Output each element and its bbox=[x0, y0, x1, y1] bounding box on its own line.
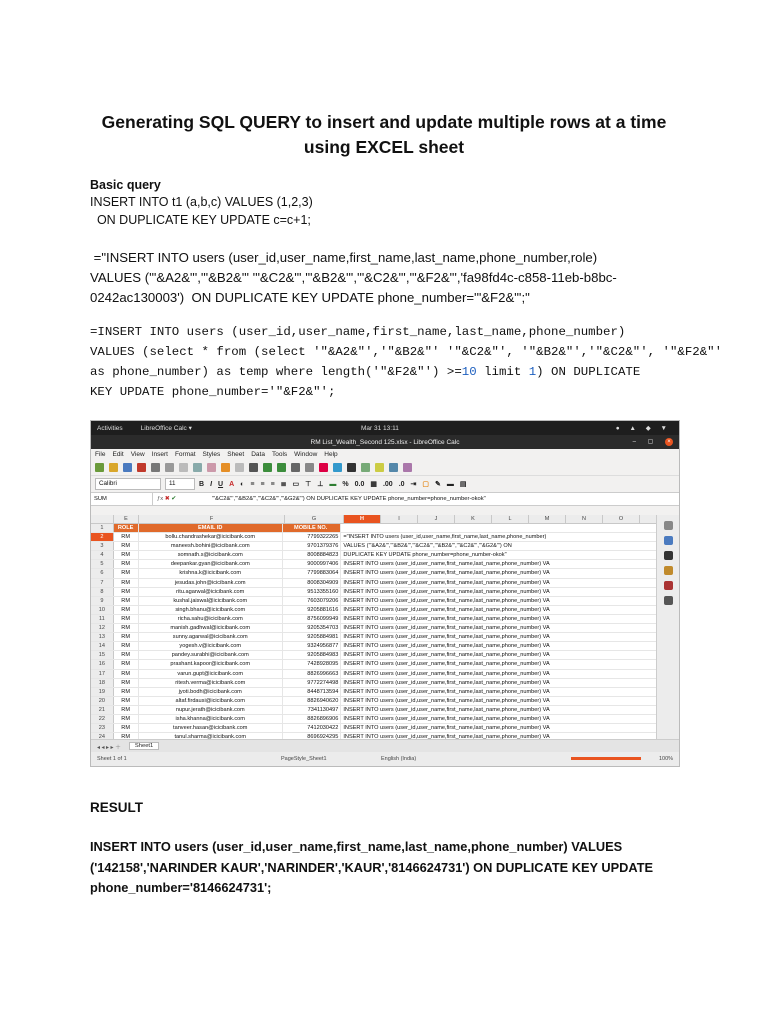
cell-email[interactable]: sunny.agarwal@icicibank.com bbox=[139, 633, 283, 641]
result-line-2: ('142158','NARINDER KAUR','NARINDER','KAUR','8146624731') ON DUPLICATE KEY UPDATE bbox=[90, 859, 654, 875]
font-icon[interactable] bbox=[664, 551, 673, 560]
header-h-cell[interactable] bbox=[341, 524, 657, 532]
cell-formula[interactable]: INSERT INTO users (user_id,user_name,first_name,last_name,phone_number) VA bbox=[343, 734, 550, 739]
border-style-icon[interactable]: ✎ bbox=[435, 481, 441, 488]
cell-role[interactable]: RM bbox=[114, 542, 139, 550]
formula1-line-1: ="INSERT INTO users (user_id,user_name,first_name,last_name,phone_number,role) bbox=[90, 250, 598, 265]
font-size-box[interactable]: 11 bbox=[165, 478, 195, 490]
menu-format: Format bbox=[174, 451, 196, 458]
table-header-row bbox=[91, 524, 657, 533]
export-pdf-icon bbox=[137, 463, 146, 472]
cell-mobile[interactable]: 8448713594 bbox=[283, 688, 341, 696]
styles-icon[interactable] bbox=[664, 536, 673, 545]
cell-mobile[interactable]: 7799883064 bbox=[283, 569, 341, 577]
result-query bbox=[90, 837, 690, 899]
cell-email[interactable]: somnath.s@icicibank.com bbox=[139, 551, 283, 559]
sidebar-deck bbox=[656, 515, 679, 739]
cell-formula[interactable]: INSERT INTO users (user_id,user_name,first_name,last_name,phone_number) VA bbox=[343, 634, 550, 641]
column-header[interactable]: M bbox=[529, 515, 566, 523]
status-sheet: Sheet 1 of 1 bbox=[97, 756, 127, 762]
cell-email[interactable]: yogesh.v@icicibank.com bbox=[139, 642, 283, 650]
window-title: RM List_Wealth_Second 125.xlsx - LibreOffice Calc bbox=[310, 438, 460, 446]
cell-role[interactable]: RM bbox=[114, 579, 139, 587]
cell-role[interactable]: RM bbox=[114, 533, 139, 541]
cell-email[interactable]: jesudas.john@icicibank.com bbox=[139, 579, 283, 587]
cell-mobile[interactable]: 8756099949 bbox=[283, 615, 341, 623]
table-row bbox=[91, 597, 657, 606]
row-number[interactable]: 1 bbox=[91, 524, 114, 532]
header-role[interactable]: ROLE bbox=[114, 524, 139, 532]
menu-window: Window bbox=[294, 451, 318, 458]
column-icon bbox=[277, 463, 286, 472]
table-row bbox=[91, 660, 657, 669]
formula-icons bbox=[153, 496, 212, 502]
conditional-icon[interactable]: ▤ bbox=[459, 481, 467, 488]
special-character-icon bbox=[347, 463, 356, 472]
name-box[interactable]: SUM bbox=[91, 493, 153, 505]
cell-role[interactable]: RM bbox=[114, 588, 139, 596]
page-title bbox=[60, 110, 708, 160]
menu-view: View bbox=[130, 451, 145, 458]
cell-formula[interactable]: INSERT INTO users (user_id,user_name,first_name,last_name,phone_number) VA bbox=[343, 688, 550, 695]
copy-icon bbox=[193, 463, 202, 472]
formula1-line-3: 0242ac130003') ON DUPLICATE KEY UPDATE phone_number='"&F2&"';" bbox=[90, 290, 530, 305]
undo-icon bbox=[221, 463, 230, 472]
menu-insert: Insert bbox=[151, 451, 168, 458]
cell-mobile[interactable]: 7412030422 bbox=[283, 724, 341, 732]
excel-formula-1 bbox=[90, 248, 690, 308]
cell-email[interactable]: kushal.jaiswal@icicibank.com bbox=[139, 597, 283, 605]
preview-icon bbox=[165, 463, 174, 472]
cell-email[interactable]: nupur.jerath@icicibank.com bbox=[139, 706, 283, 714]
freeze-icon bbox=[403, 463, 412, 472]
row-number[interactable]: 17 bbox=[91, 670, 114, 678]
cell-mobile[interactable]: 9772274498 bbox=[283, 679, 341, 687]
valign-top-icon[interactable]: ⊤ bbox=[305, 481, 312, 488]
cell-email[interactable]: bollu.chandrashekar@icicibank.com bbox=[139, 533, 283, 541]
cell-formula[interactable]: INSERT INTO users (user_id,user_name,first_name,last_name,phone_number) VA bbox=[343, 615, 550, 622]
cell-formula[interactable]: INSERT INTO users (user_id,user_name,first_name,last_name,phone_number) VA bbox=[343, 706, 550, 713]
row-number[interactable]: 2 bbox=[91, 533, 114, 541]
cell-formula[interactable]: VALUES ('"&A2&"','"&B2&"','"&C2&"','"&B2&"','"&C2&"','"&G2&"') ON bbox=[343, 543, 512, 550]
formula2-num-10: 10 bbox=[461, 365, 477, 379]
title-line-2: using EXCEL sheet bbox=[303, 137, 465, 157]
cell-mobile[interactable]: 8008304909 bbox=[283, 579, 341, 587]
row-number[interactable]: 16 bbox=[91, 660, 114, 668]
row-number[interactable]: 11 bbox=[91, 615, 114, 623]
column-header[interactable]: F bbox=[139, 515, 285, 523]
cell-role[interactable]: RM bbox=[114, 733, 139, 739]
highlight-icon[interactable]: ◐ bbox=[240, 480, 245, 488]
add-decimal-icon[interactable]: .00 bbox=[382, 480, 393, 488]
cancel-icon[interactable]: ✖ bbox=[164, 496, 170, 502]
cell-formula[interactable]: DUPLICATE KEY UPDATE phone_number=phone_number-okok" bbox=[343, 552, 507, 559]
row-number[interactable]: 3 bbox=[91, 542, 114, 550]
column-header[interactable]: G bbox=[285, 515, 344, 523]
close-icon: × bbox=[665, 438, 673, 446]
cell-formula[interactable]: INSERT INTO users (user_id,user_name,first_name,last_name,phone_number) VA bbox=[343, 643, 550, 650]
table-row bbox=[91, 588, 657, 597]
header-mobile[interactable]: MOBILE NO. bbox=[283, 524, 341, 532]
system-top-bar bbox=[91, 421, 679, 435]
align-center-icon[interactable]: ≡ bbox=[260, 480, 265, 488]
cell-role[interactable]: RM bbox=[114, 633, 139, 641]
cell-mobile[interactable]: 7428928095 bbox=[283, 660, 341, 668]
cell-email[interactable]: tanul.sharma@icicibank.com bbox=[139, 733, 283, 739]
cell-role[interactable]: RM bbox=[114, 597, 139, 605]
cell-mobile[interactable]: 8008884823 bbox=[283, 551, 341, 559]
cell-email[interactable]: jyoti.bodh@icicibank.com bbox=[139, 688, 283, 696]
cell-mobile[interactable]: 9205881616 bbox=[283, 606, 341, 614]
status-language: English (India) bbox=[381, 756, 417, 762]
table-row bbox=[91, 706, 657, 715]
row-number[interactable]: 22 bbox=[91, 715, 114, 723]
cell-mobile[interactable]: 8826996663 bbox=[283, 670, 341, 678]
properties-icon[interactable] bbox=[664, 521, 673, 530]
basic-query-line-2: ON DUPLICATE KEY UPDATE c=c+1; bbox=[90, 213, 311, 227]
row-number[interactable]: 8 bbox=[91, 588, 114, 596]
delete-decimal-icon[interactable]: .0 bbox=[398, 480, 405, 488]
activities-label: Activities bbox=[97, 424, 123, 432]
formula1-line-2: VALUES ('"&A2&"','"&B2&"' '"&C2&"','"&B2&"','"&C2&"','"&F2&"','fa98fd4c-c858-11eb-b8bc- bbox=[90, 270, 617, 285]
row-number[interactable]: 5 bbox=[91, 560, 114, 568]
cell-email[interactable]: ritu.agarwal@icicibank.com bbox=[139, 588, 283, 596]
align-left-icon[interactable]: ≡ bbox=[250, 480, 255, 488]
table-row bbox=[91, 633, 657, 642]
column-header[interactable]: O bbox=[603, 515, 640, 523]
accept-icon[interactable]: ✔ bbox=[171, 496, 177, 502]
cell-role[interactable]: RM bbox=[114, 651, 139, 659]
status-page-style: PageStyle_Sheet1 bbox=[281, 756, 327, 762]
bold-icon[interactable]: B bbox=[199, 480, 205, 488]
system-tray-icons: ● ▲ ◆ ▼ bbox=[615, 425, 671, 432]
merge-icon[interactable]: ▭ bbox=[292, 481, 300, 488]
column-headers bbox=[91, 515, 657, 524]
cell-role[interactable]: RM bbox=[114, 679, 139, 687]
table-row bbox=[91, 579, 657, 588]
menu-tools: Tools bbox=[271, 451, 288, 458]
italic-icon[interactable]: I bbox=[210, 480, 213, 488]
filter-icon bbox=[305, 463, 314, 472]
data-rows bbox=[91, 533, 657, 739]
border-color-icon[interactable]: ▬ bbox=[446, 480, 454, 488]
underline-icon[interactable]: U bbox=[218, 480, 224, 488]
formula-input[interactable]: '"&C2&"','"&B2&"','"&C2&"','"&G2&"') ON DUPLICATE KEY UPDATE phone_number=phone_number-okok" bbox=[212, 496, 486, 502]
table-row bbox=[91, 724, 657, 733]
column-header-active[interactable]: H bbox=[344, 515, 381, 523]
find-icon bbox=[249, 463, 258, 472]
cell-role[interactable]: RM bbox=[114, 724, 139, 732]
print-icon bbox=[151, 463, 160, 472]
font-name-box[interactable]: Calibri bbox=[95, 478, 161, 490]
borders-icon[interactable]: ▢ bbox=[422, 481, 430, 488]
table-row bbox=[91, 642, 657, 651]
standard-toolbar bbox=[91, 460, 679, 476]
cell-email[interactable]: tanveer.hasan@icicibank.com bbox=[139, 724, 283, 732]
cell-formula[interactable]: INSERT INTO users (user_id,user_name,first_name,last_name,phone_number) VA bbox=[343, 670, 550, 677]
cell-formula[interactable]: INSERT INTO users (user_id,user_name,first_name,last_name,phone_number) VA bbox=[343, 652, 550, 659]
cell-email[interactable]: varun.gupt@icicibank.com bbox=[139, 670, 283, 678]
row-number[interactable]: 10 bbox=[91, 606, 114, 614]
row-number[interactable]: 20 bbox=[91, 697, 114, 705]
cell-role[interactable]: RM bbox=[114, 615, 139, 623]
gallery-icon[interactable] bbox=[664, 566, 673, 575]
column-header[interactable]: E bbox=[114, 515, 139, 523]
menu-bar bbox=[91, 449, 679, 460]
menu-sheet: Sheet bbox=[227, 451, 245, 458]
table-row bbox=[91, 670, 657, 679]
font-color-icon[interactable]: A bbox=[229, 480, 235, 488]
cell-mobile[interactable]: 8826896906 bbox=[283, 715, 341, 723]
cell-formula[interactable]: INSERT INTO users (user_id,user_name,first_name,last_name,phone_number) VA bbox=[343, 697, 550, 704]
cell-role[interactable]: RM bbox=[114, 624, 139, 632]
zoom-slider[interactable] bbox=[571, 757, 641, 760]
table-row bbox=[91, 542, 657, 551]
cell-role[interactable]: RM bbox=[114, 670, 139, 678]
spreadsheet-grid[interactable] bbox=[91, 515, 657, 739]
row-number[interactable]: 15 bbox=[91, 651, 114, 659]
save-icon bbox=[123, 463, 132, 472]
cell-formula[interactable]: INSERT INTO users (user_id,user_name,first_name,last_name,phone_number) VA bbox=[343, 725, 550, 732]
excel-formula-2 bbox=[90, 322, 723, 402]
header-email[interactable]: EMAIL ID bbox=[139, 524, 283, 532]
cell-mobile[interactable]: 9701379376 bbox=[283, 542, 341, 550]
align-right-icon[interactable]: ≡ bbox=[270, 480, 275, 488]
cell-role[interactable]: RM bbox=[114, 660, 139, 668]
cell-role[interactable]: RM bbox=[114, 706, 139, 714]
result-line-1: INSERT INTO users (user_id,user_name,first_name,last_name,phone_number) VALUES bbox=[90, 839, 623, 854]
column-header[interactable]: I bbox=[381, 515, 418, 523]
cell-mobile[interactable]: 9513355160 bbox=[283, 588, 341, 596]
cell-formula[interactable]: INSERT INTO users (user_id,user_name,first_name,last_name,phone_number) VA bbox=[343, 579, 550, 586]
navigator-icon[interactable] bbox=[664, 581, 673, 590]
cell-role[interactable]: RM bbox=[114, 688, 139, 696]
formula2-line-3b: limit bbox=[476, 365, 529, 379]
cell-email[interactable]: prashant.kapoor@icicibank.com bbox=[139, 660, 283, 668]
cell-formula[interactable]: INSERT INTO users (user_id,user_name,first_name,last_name,phone_number) VA bbox=[343, 588, 550, 595]
menu-styles: Styles bbox=[202, 451, 221, 458]
row-number[interactable]: 24 bbox=[91, 733, 114, 739]
new-icon bbox=[95, 463, 104, 472]
hyperlink-icon bbox=[361, 463, 370, 472]
table-row bbox=[91, 651, 657, 660]
row-number[interactable]: 13 bbox=[91, 633, 114, 641]
table-row bbox=[91, 560, 657, 569]
cell-mobile[interactable]: 9205884983 bbox=[283, 651, 341, 659]
percent-icon[interactable]: % bbox=[342, 480, 349, 488]
open-icon bbox=[109, 463, 118, 472]
table-row bbox=[91, 679, 657, 688]
table-row bbox=[91, 569, 657, 578]
cell-mobile[interactable]: 9324956877 bbox=[283, 642, 341, 650]
cell-formula[interactable]: INSERT INTO users (user_id,user_name,first_name,last_name,phone_number) VA bbox=[343, 715, 550, 722]
title-line-1: Generating SQL QUERY to insert and update multiple rows at a time bbox=[101, 112, 667, 132]
number-format-icon[interactable]: 0.0 bbox=[354, 480, 365, 488]
cell-email[interactable]: krishna.k@icicibank.com bbox=[139, 569, 283, 577]
tab-nav-arrows[interactable]: ◂ ◂ ▸ ▸ ＋ bbox=[97, 744, 121, 751]
formula2-line-3 bbox=[90, 362, 690, 382]
row-number[interactable]: 23 bbox=[91, 724, 114, 732]
table-row bbox=[91, 688, 657, 697]
status-zoom: 100% bbox=[659, 756, 674, 762]
cell-formula[interactable]: INSERT INTO users (user_id,user_name,first_name,last_name,phone_number) VA bbox=[343, 625, 550, 632]
cell-email[interactable]: isha.khanna@icicibank.com bbox=[139, 715, 283, 723]
window-title-bar bbox=[91, 435, 679, 449]
cell-email[interactable]: pandey.surabhi@icicibank.com bbox=[139, 651, 283, 659]
cell-mobile[interactable]: 9205354703 bbox=[283, 624, 341, 632]
indent-icon[interactable]: ⇥ bbox=[410, 481, 417, 488]
cell-email[interactable]: singh.bhanu@icicibank.com bbox=[139, 606, 283, 614]
app-menu-label: LibreOffice Calc ▾ bbox=[140, 425, 192, 432]
cell-formula[interactable]: INSERT INTO users (user_id,user_name,first_name,last_name,phone_number) VA bbox=[343, 661, 550, 668]
window-controls: – ▢ × bbox=[633, 438, 673, 446]
column-header[interactable]: J bbox=[418, 515, 455, 523]
row-number[interactable]: 9 bbox=[91, 597, 114, 605]
cell-formula[interactable]: INSERT INTO users (user_id,user_name,first_name,last_name,phone_number) VA bbox=[343, 561, 550, 568]
row-number[interactable]: 12 bbox=[91, 624, 114, 632]
cell-role[interactable]: RM bbox=[114, 551, 139, 559]
cell-formula[interactable]: ="INSERT INTO users (user_id,user_name,first_name,last_name,phone_number) bbox=[343, 534, 547, 541]
formula2-line-3c: ) ON DUPLICATE bbox=[536, 365, 641, 379]
table-row bbox=[91, 624, 657, 633]
cell-email[interactable]: deepankar.gyan@icicibank.com bbox=[139, 560, 283, 568]
cell-mobile[interactable]: 7341130497 bbox=[283, 706, 341, 714]
chart-icon bbox=[319, 463, 328, 472]
cell-role[interactable]: RM bbox=[114, 715, 139, 723]
row-number[interactable]: 7 bbox=[91, 579, 114, 587]
corner-cell[interactable] bbox=[91, 515, 114, 523]
formula2-line-2: VALUES (select * from (select '"&A2&"','"&B2&"' '"&C2&"', '"&B2&"','"&C2&"', '"&F2&"' bbox=[90, 345, 723, 359]
comment-icon bbox=[375, 463, 384, 472]
menu-file: File bbox=[95, 451, 106, 458]
date-icon[interactable]: ▦ bbox=[370, 481, 377, 488]
column-header[interactable]: N bbox=[566, 515, 603, 523]
function-wizard-icon[interactable]: ƒx bbox=[157, 496, 164, 502]
tab-sheet1[interactable]: Sheet1 bbox=[129, 742, 159, 750]
row-number[interactable]: 21 bbox=[91, 706, 114, 714]
cell-mobile[interactable]: 7799322265 bbox=[283, 533, 341, 541]
formula2-line-3a: as phone_number) as temp where length('"&F2&"') >= bbox=[90, 365, 462, 379]
basic-query-heading: Basic query bbox=[90, 178, 161, 192]
result-heading: RESULT bbox=[90, 800, 143, 815]
cell-email[interactable]: ritesh.verma@icicibank.com bbox=[139, 679, 283, 687]
currency-icon[interactable]: ▬ bbox=[329, 480, 337, 488]
column-header[interactable]: K bbox=[455, 515, 492, 523]
wrap-icon[interactable]: ≣ bbox=[280, 481, 287, 488]
sort-icon bbox=[291, 463, 300, 472]
row-number[interactable]: 14 bbox=[91, 642, 114, 650]
cell-email[interactable]: maneesh.bohini@icicibank.com bbox=[139, 542, 283, 550]
cell-formula[interactable]: INSERT INTO users (user_id,user_name,first_name,last_name,phone_number) VA bbox=[343, 597, 550, 604]
cell-formula[interactable]: INSERT INTO users (user_id,user_name,first_name,last_name,phone_number) VA bbox=[343, 570, 550, 577]
row-number[interactable]: 18 bbox=[91, 679, 114, 687]
table-row bbox=[91, 715, 657, 724]
menu-data: Data bbox=[251, 451, 265, 458]
cell-role[interactable]: RM bbox=[114, 642, 139, 650]
table-row bbox=[91, 551, 657, 560]
cell-mobile[interactable]: 9000997406 bbox=[283, 560, 341, 568]
table-row bbox=[91, 615, 657, 624]
cell-role[interactable]: RM bbox=[114, 560, 139, 568]
cell-email[interactable]: altaf.firdausi@icicibank.com bbox=[139, 697, 283, 705]
formula-bar bbox=[91, 492, 679, 506]
pivot-icon bbox=[333, 463, 342, 472]
table-row bbox=[91, 533, 657, 542]
basic-query-line-1: INSERT INTO t1 (a,b,c) VALUES (1,2,3) bbox=[90, 195, 313, 209]
table-row bbox=[91, 697, 657, 706]
menu-edit: Edit bbox=[112, 451, 124, 458]
cell-mobile[interactable]: 7603079206 bbox=[283, 597, 341, 605]
cell-formula[interactable]: INSERT INTO users (user_id,user_name,first_name,last_name,phone_number) VA bbox=[343, 606, 550, 613]
valign-center-icon[interactable]: ⊥ bbox=[317, 481, 324, 488]
formula2-line-4: KEY UPDATE phone_number='"&F2&"'; bbox=[90, 385, 336, 399]
clock: Mar 31 13:11 bbox=[361, 424, 399, 432]
formatting-toolbar bbox=[91, 476, 679, 492]
cut-icon bbox=[179, 463, 188, 472]
menu-help: Help bbox=[324, 451, 338, 458]
header-footer-icon bbox=[389, 463, 398, 472]
sheet-tab-bar bbox=[91, 739, 680, 752]
status-bar bbox=[91, 752, 679, 766]
row-number[interactable]: 4 bbox=[91, 551, 114, 559]
cell-mobile[interactable]: 9205884981 bbox=[283, 633, 341, 641]
functions-icon[interactable] bbox=[664, 596, 673, 605]
cell-role[interactable]: RM bbox=[114, 697, 139, 705]
cell-mobile[interactable]: 8696924295 bbox=[283, 733, 341, 739]
column-header[interactable]: L bbox=[492, 515, 529, 523]
cell-formula[interactable]: INSERT INTO users (user_id,user_name,first_name,last_name,phone_number) VA bbox=[343, 679, 550, 686]
cell-role[interactable]: RM bbox=[114, 569, 139, 577]
formula2-num-1: 1 bbox=[528, 365, 537, 379]
table-row bbox=[91, 606, 657, 615]
cell-email[interactable]: manish.gadhwal@icicibank.com bbox=[139, 624, 283, 632]
row-number[interactable]: 6 bbox=[91, 569, 114, 577]
cell-email[interactable]: richa.sahu@icicibank.com bbox=[139, 615, 283, 623]
cell-mobile[interactable]: 8826940620 bbox=[283, 697, 341, 705]
cell-role[interactable]: RM bbox=[114, 606, 139, 614]
result-line-3: phone_number='8146624731'; bbox=[90, 880, 272, 895]
libreoffice-screenshot bbox=[90, 420, 680, 767]
row-icon bbox=[263, 463, 272, 472]
paste-icon bbox=[207, 463, 216, 472]
row-number[interactable]: 19 bbox=[91, 688, 114, 696]
formula2-line-1: =INSERT INTO users (user_id,user_name,first_name,last_name,phone_number) bbox=[90, 325, 626, 339]
redo-icon bbox=[235, 463, 244, 472]
